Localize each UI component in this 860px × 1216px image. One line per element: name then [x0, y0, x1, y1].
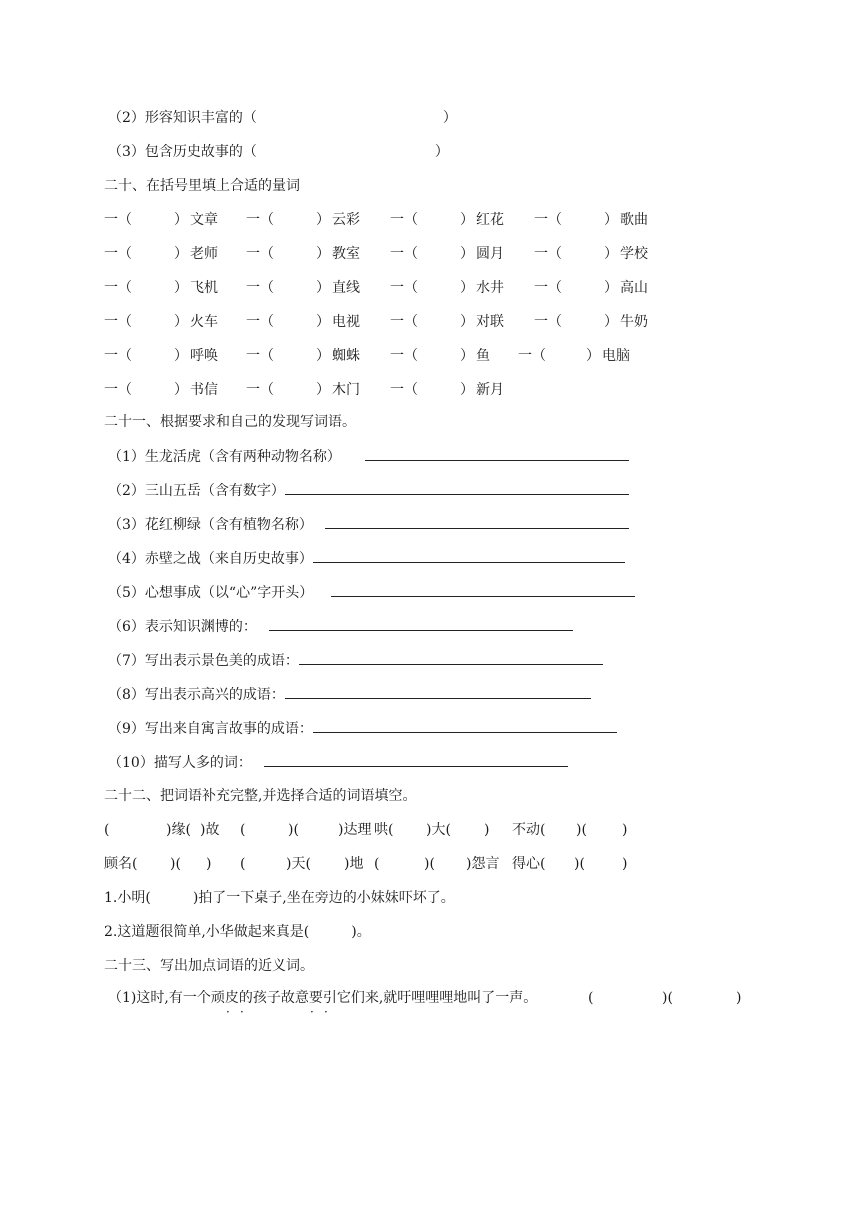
- measure-word-close: ）: [316, 382, 330, 398]
- noun-word: 呼唤: [190, 348, 218, 364]
- s22-question-1: 1.小明( )拍了一下桌子,坐在旁边的小妹妹吓坏了。: [104, 890, 455, 906]
- s21-item: （2）三山五岳（含有数字）: [108, 480, 629, 501]
- measure-word-blank[interactable]: 一（: [390, 348, 418, 364]
- noun-word: 鱼: [476, 348, 490, 364]
- idiom-fragment[interactable]: )(: [288, 822, 299, 838]
- noun-word: 飞机: [190, 280, 218, 296]
- measure-word-close: ）: [174, 314, 188, 330]
- idiom-fragment[interactable]: (: [240, 822, 246, 838]
- measure-word-blank[interactable]: 一（: [246, 212, 274, 228]
- measure-word-blank[interactable]: 一（: [104, 212, 132, 228]
- idiom-fragment[interactable]: )故: [200, 822, 220, 838]
- noun-word: 学校: [620, 246, 648, 262]
- idiom-fragment[interactable]: 哄(: [374, 822, 394, 838]
- measure-word-blank[interactable]: 一（: [104, 382, 132, 398]
- measure-word-blank[interactable]: 一（: [390, 314, 418, 330]
- s21-item: （8）写出表示高兴的成语：: [108, 684, 591, 705]
- s21-item: （6）表示知识渊博的：: [108, 616, 573, 637]
- s21-item: （7）写出表示景色美的成语：: [108, 650, 603, 671]
- noun-word: 电视: [332, 314, 360, 330]
- answer-line[interactable]: [285, 480, 629, 495]
- measure-word-blank[interactable]: 一（: [104, 246, 132, 262]
- measure-word-close: ）: [460, 280, 474, 296]
- noun-word: 教室: [332, 246, 360, 262]
- measure-word-close: ）: [604, 280, 618, 296]
- measure-word-close: ）: [316, 280, 330, 296]
- idiom-fragment[interactable]: )缘(: [166, 822, 191, 838]
- idiom-fragment[interactable]: )天(: [286, 856, 311, 872]
- idiom-fragment[interactable]: )大(: [426, 822, 451, 838]
- idiom-fragment[interactable]: )(: [170, 856, 181, 872]
- s22-question-2: 2.这道题很简单,小华做起来真是( )。: [104, 924, 371, 940]
- s23-answer-close[interactable]: ): [736, 990, 742, 1006]
- answer-line[interactable]: [365, 446, 629, 461]
- answer-line[interactable]: [325, 514, 629, 529]
- measure-word-close: ）: [460, 212, 474, 228]
- measure-word-blank[interactable]: 一（: [390, 280, 418, 296]
- section-21-title: 二十一、根据要求和自己的发现写词语。: [104, 414, 356, 430]
- noun-word: 书信: [190, 382, 218, 398]
- idiom-fragment[interactable]: )地: [344, 856, 364, 872]
- emphasis-dot: ·: [310, 1005, 314, 1019]
- answer-line[interactable]: [313, 548, 625, 563]
- noun-word: 红花: [476, 212, 504, 228]
- noun-word: 电脑: [602, 348, 630, 364]
- measure-word-blank[interactable]: 一（: [518, 348, 546, 364]
- idiom-fragment[interactable]: ): [622, 822, 628, 838]
- measure-word-blank[interactable]: 一（: [104, 314, 132, 330]
- measure-word-blank[interactable]: 一（: [104, 280, 132, 296]
- measure-word-blank[interactable]: 一（: [534, 280, 562, 296]
- noun-word: 水井: [476, 280, 504, 296]
- measure-word-close: ）: [174, 280, 188, 296]
- idiom-fragment[interactable]: )达理: [338, 822, 372, 838]
- section-23-title: 二十三、写出加点词语的近义词。: [104, 958, 314, 974]
- s21-item: （10）描写人多的词：: [108, 752, 568, 773]
- measure-word-close: ）: [174, 246, 188, 262]
- measure-word-blank[interactable]: 一（: [246, 280, 274, 296]
- noun-word: 云彩: [332, 212, 360, 228]
- answer-line[interactable]: [299, 650, 603, 665]
- emphasis-dot: ·: [226, 1005, 230, 1019]
- section-22-title: 二十二、把词语补充完整,并选择合适的词语填空。: [104, 788, 417, 804]
- noun-word: 歌曲: [620, 212, 648, 228]
- noun-word: 高山: [620, 280, 648, 296]
- noun-word: 圆月: [476, 246, 504, 262]
- idiom-fragment[interactable]: )怨言: [466, 856, 500, 872]
- measure-word-close: ）: [604, 314, 618, 330]
- measure-word-blank[interactable]: 一（: [390, 212, 418, 228]
- idiom-fragment[interactable]: )(: [574, 856, 585, 872]
- s23-question-1: （1)这时,有一个顽皮的孩子故意要引它们来,就吁哩哩哩地叫了一声。: [108, 990, 538, 1006]
- idiom-fragment[interactable]: 得心(: [512, 856, 546, 872]
- measure-word-close: ）: [174, 348, 188, 364]
- s21-item: （9）写出来自寓言故事的成语：: [108, 718, 617, 739]
- s23-answer-open[interactable]: (: [588, 990, 594, 1006]
- noun-word: 牛奶: [620, 314, 648, 330]
- idiom-fragment[interactable]: )(: [424, 856, 435, 872]
- measure-word-close: ）: [174, 382, 188, 398]
- noun-word: 对联: [476, 314, 504, 330]
- idiom-fragment[interactable]: ): [622, 856, 628, 872]
- measure-word-close: ）: [586, 348, 600, 364]
- measure-word-blank[interactable]: 一（: [246, 382, 274, 398]
- noun-word: 直线: [332, 280, 360, 296]
- answer-line[interactable]: [331, 582, 635, 597]
- idiom-fragment[interactable]: ): [206, 856, 212, 872]
- idiom-fragment[interactable]: ): [484, 822, 490, 838]
- noun-word: 蜘蛛: [332, 348, 360, 364]
- measure-word-blank[interactable]: 一（: [104, 348, 132, 364]
- s21-item: （3）花红柳绿（含有植物名称）: [108, 514, 629, 535]
- measure-word-blank[interactable]: 一（: [534, 314, 562, 330]
- noun-word: 木门: [332, 382, 360, 398]
- answer-line[interactable]: [285, 684, 591, 699]
- measure-word-close: ）: [460, 382, 474, 398]
- measure-word-close: ）: [460, 348, 474, 364]
- s21-item: （4）赤壁之战（来自历史故事）: [108, 548, 625, 569]
- measure-word-close: ）: [316, 348, 330, 364]
- measure-word-blank[interactable]: 一（: [390, 382, 418, 398]
- s21-item: （1）生龙活虎（含有两种动物名称）: [108, 446, 629, 467]
- idiom-fragment[interactable]: (: [374, 856, 380, 872]
- noun-word: 文章: [190, 212, 218, 228]
- section-20-title: 二十、在括号里填上合适的量词: [104, 178, 300, 194]
- measure-word-close: ）: [174, 212, 188, 228]
- noun-word: 新月: [476, 382, 504, 398]
- idiom-fragment[interactable]: (: [104, 822, 110, 838]
- noun-word: 火车: [190, 314, 218, 330]
- s23-answer-mid[interactable]: )(: [662, 990, 673, 1006]
- emphasis-dot: ·: [240, 1005, 244, 1019]
- answer-line[interactable]: [269, 616, 573, 631]
- measure-word-blank[interactable]: 一（: [390, 246, 418, 262]
- measure-word-close: ）: [316, 246, 330, 262]
- measure-word-blank[interactable]: 一（: [534, 246, 562, 262]
- measure-word-blank[interactable]: 一（: [534, 212, 562, 228]
- measure-word-close: ）: [460, 246, 474, 262]
- measure-word-close: ）: [604, 246, 618, 262]
- idiom-fragment[interactable]: (: [240, 856, 246, 872]
- measure-word-close: ）: [316, 314, 330, 330]
- measure-word-close: ）: [460, 314, 474, 330]
- measure-word-blank[interactable]: 一（: [246, 348, 274, 364]
- top-question-2: （2）形容知识丰富的（ ）: [108, 110, 457, 126]
- top-question-3: （3）包含历史故事的（ ）: [108, 144, 449, 160]
- measure-word-close: ）: [316, 212, 330, 228]
- answer-line[interactable]: [313, 718, 617, 733]
- noun-word: 老师: [190, 246, 218, 262]
- idiom-fragment[interactable]: )(: [576, 822, 587, 838]
- measure-word-close: ）: [604, 212, 618, 228]
- idiom-fragment[interactable]: 不动(: [512, 822, 546, 838]
- s21-item: （5）心想事成（以“心”字开头）: [108, 582, 635, 603]
- measure-word-blank[interactable]: 一（: [246, 314, 274, 330]
- answer-line[interactable]: [264, 752, 568, 767]
- emphasis-dot: ·: [324, 1005, 328, 1019]
- idiom-fragment[interactable]: 顾名(: [104, 856, 138, 872]
- measure-word-blank[interactable]: 一（: [246, 246, 274, 262]
